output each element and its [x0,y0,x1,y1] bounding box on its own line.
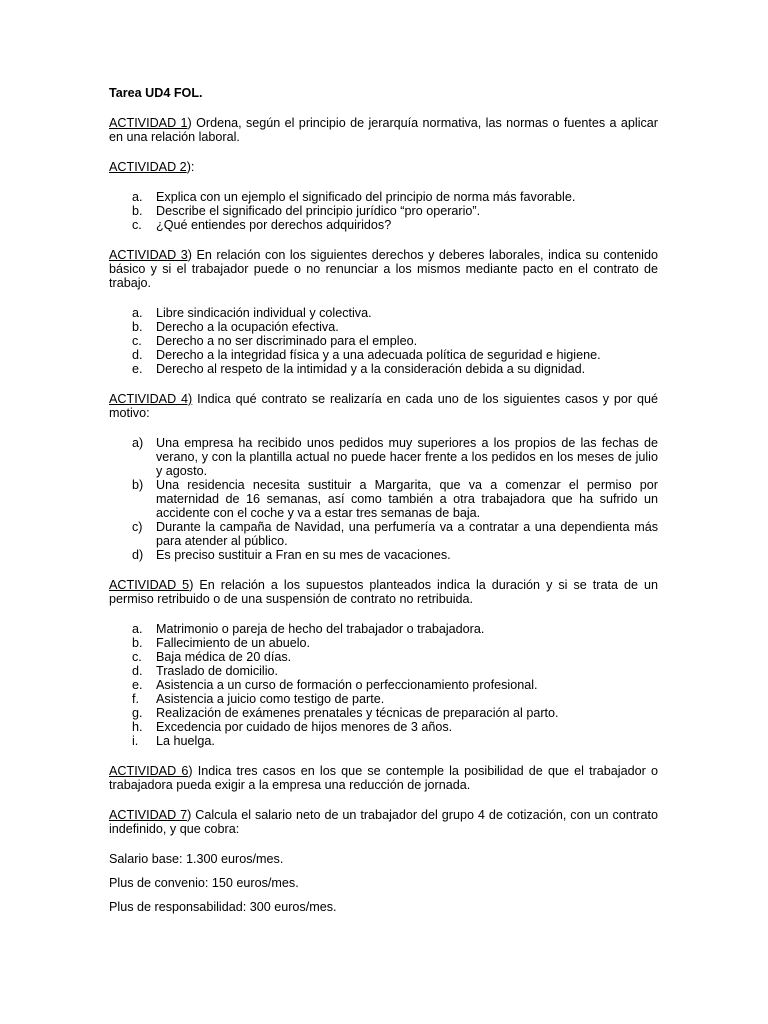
list-marker: a. [132,306,143,320]
list-marker: c) [132,520,143,534]
activity-2-text: ): [186,160,195,174]
activity-3-label: ACTIVIDAD 3 [109,248,188,262]
list-item [109,306,658,320]
list-marker: e. [132,678,143,692]
list-item-text: Derecho al respeto de la intimidad y a la consideración debida a su dignidad. [156,362,586,376]
activity-5-list [109,622,658,748]
list-item-text: Es preciso sustituir a Fran en su mes de vacaciones. [156,548,451,562]
activity-4-label: ACTIVIDAD 4) [109,392,193,406]
list-item [109,650,658,664]
list-item [109,348,658,362]
list-item [109,664,658,678]
document-body [109,86,658,924]
list-item-text: Realización de exámenes prenatales y técnicas de preparación al parto. [156,706,559,720]
list-item-text: ¿Qué entiendes por derechos adquiridos? [156,218,392,232]
list-item-text: Una empresa ha recibido unos pedidos muy superiores a los propios de las fechas de verano, y con la plantilla actual no puede hacer frente a los pedidos en los meses de julio y agosto. [156,436,658,478]
list-item-text: Fallecimiento de un abuelo. [156,636,311,650]
activity-6-text: ) Indica tres casos en los que se contemple la posibilidad de que el trabajador o trabajadora pueda exigir a la empresa una reducción de jornada. [109,764,658,792]
list-item-text: La huelga. [156,734,215,748]
list-item-text: Explica con un ejemplo el significado del principio de norma más favorable. [156,190,576,204]
list-item-text: Baja médica de 20 días. [156,650,292,664]
list-marker: b) [132,478,144,492]
list-item [109,334,658,348]
list-marker: b. [132,204,143,218]
list-item [109,520,658,548]
list-item [109,720,658,734]
activity-1 [109,116,658,144]
activity-2 [109,160,658,174]
activity-3-text: ) En relación con los siguientes derechos y deberes laborales, indica su contenido básico y si el trabajador puede o no renunciar a los mismos mediante pacto en el contrato de trabajo. [109,248,658,290]
list-item [109,622,658,636]
activity-7 [109,808,658,836]
list-marker: h. [132,720,143,734]
activity-5-label: ACTIVIDAD 5 [109,578,190,592]
salary-line: Plus de convenio: 150 euros/mes. [109,876,299,890]
activity-2-list [109,190,658,232]
activity-7-text: ) Calcula el salario neto de un trabajador del grupo 4 de cotización, con un contrato indefinido, y que cobra: [109,808,658,836]
activity-3 [109,248,658,290]
list-item [109,190,658,204]
activity-2-label: ACTIVIDAD 2 [109,160,187,174]
list-item-text: Traslado de domicilio. [156,664,279,678]
list-marker: i. [132,734,139,748]
list-marker: f. [132,692,139,706]
list-marker: c. [132,218,142,232]
list-item [109,548,658,562]
list-marker: c. [132,334,142,348]
list-marker: a) [132,436,144,450]
salary-line: Salario base: 1.300 euros/mes. [109,852,284,866]
list-item-text: Libre sindicación individual y colectiva. [156,306,372,320]
activity-5-text: ) En relación a los supuestos planteados indica la duración y si se trata de un permiso retribuido o de una suspensión de contrato no retribuida. [109,578,658,606]
list-marker: d. [132,664,143,678]
list-item [109,692,658,706]
activity-1-text: ) Ordena, según el principio de jerarquía normativa, las normas o fuentes a aplicar en una relación laboral. [109,116,658,144]
list-item-text: Asistencia a un curso de formación o perfeccionamiento profesional. [156,678,538,692]
list-marker: d) [132,548,144,562]
list-marker: b. [132,636,143,650]
activity-7-label: ACTIVIDAD 7 [109,808,188,822]
list-item [109,218,658,232]
activity-3-list [109,306,658,376]
list-item-text: Durante la campaña de Navidad, una perfumería va a contratar a una dependienta más para atender al público. [156,520,658,548]
list-marker: d. [132,348,143,362]
list-marker: c. [132,650,142,664]
list-item-text: Derecho a la integridad física y a una adecuada política de seguridad e higiene. [156,348,601,362]
document-title: Tarea UD4 FOL. [109,86,203,100]
activity-4-text: Indica qué contrato se realizaría en cada uno de los siguientes casos y por qué motivo: [109,392,659,420]
activity-4 [109,392,658,420]
list-item-text: Matrimonio o pareja de hecho del trabajador o trabajadora. [156,622,485,636]
activity-6 [109,764,658,792]
list-item [109,362,658,376]
activity-5 [109,578,658,606]
list-item [109,204,658,218]
list-item-text: Describe el significado del principio jurídico “pro operario”. [156,204,481,218]
list-item-text: Derecho a no ser discriminado para el empleo. [156,334,418,348]
list-marker: g. [132,706,143,720]
list-item [109,678,658,692]
list-item-text: Derecho a la ocupación efectiva. [156,320,339,334]
list-item [109,636,658,650]
list-item [109,706,658,720]
activity-4-list [109,436,658,562]
list-marker: a. [132,190,143,204]
list-marker: e. [132,362,143,376]
activity-1-label: ACTIVIDAD 1 [109,116,188,130]
salary-line: Plus de responsabilidad: 300 euros/mes. [109,900,337,914]
list-item-text: Una residencia necesita sustituir a Margarita, que va a comenzar el permiso por maternidad de 16 semanas, así como también a otra trabajadora que ha sufrido un accidente con el coche y va a estar tres semanas de baja. [156,478,658,520]
list-item-text: Excedencia por cuidado de hijos menores de 3 años. [156,720,453,734]
list-item-text: Asistencia a juicio como testigo de parte. [156,692,385,706]
activity-6-label: ACTIVIDAD 6 [109,764,189,778]
list-item [109,478,658,520]
list-item [109,734,658,748]
list-marker: a. [132,622,143,636]
list-item [109,436,658,478]
list-marker: b. [132,320,143,334]
list-item [109,320,658,334]
